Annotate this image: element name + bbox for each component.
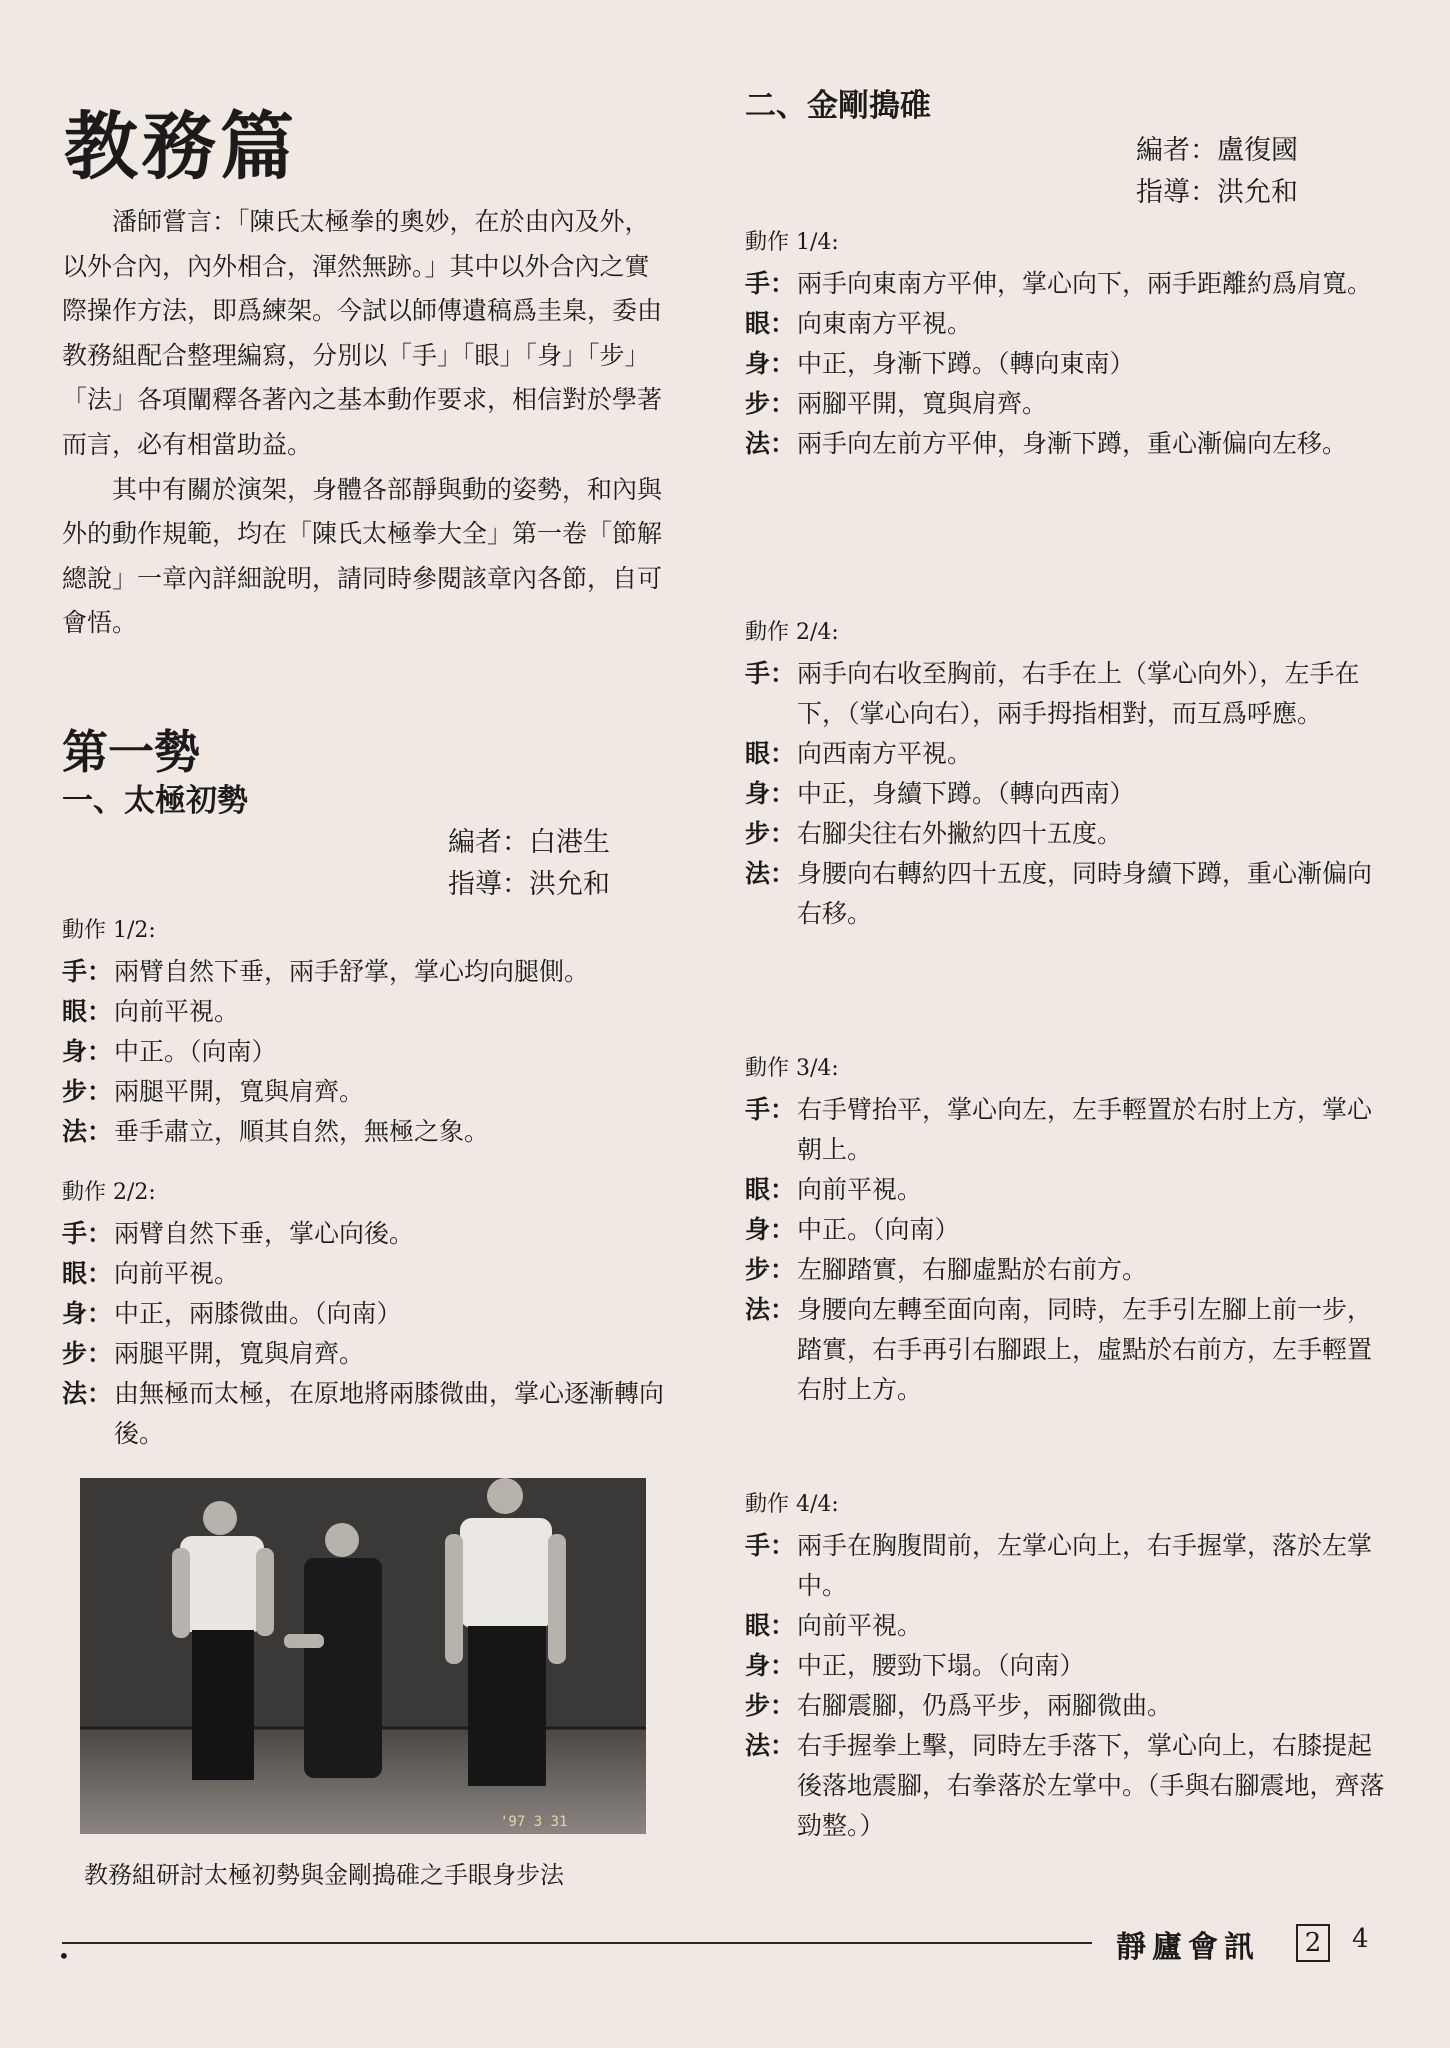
row-value: 右腳尖往右外撇約四十五度。 xyxy=(797,819,1123,848)
row-key: 法： xyxy=(745,429,796,458)
page-title: 教務篇 xyxy=(64,104,298,190)
move-row-body xyxy=(745,1646,1385,1686)
move-label: 動作 3/4: xyxy=(745,1056,839,1081)
row-value: 向前平視。 xyxy=(114,1259,240,1288)
move-row-step xyxy=(745,1250,1385,1290)
row-key: 眼： xyxy=(745,739,796,768)
row-value: 中正，兩膝微曲。（向南） xyxy=(114,1299,402,1328)
row-value: 兩腳平開，寬與肩齊。 xyxy=(797,389,1048,418)
row-value: 右手臂抬平，掌心向左，左手輕置於右肘上方，掌心朝上。 xyxy=(797,1095,1373,1164)
footer-rule xyxy=(62,1942,1092,1944)
row-key: 手： xyxy=(745,269,796,298)
move-row-method xyxy=(745,854,1385,934)
row-value: 右手握拳上擊，同時左手落下，掌心向上，右膝提起後落地震腳，右拳落於左掌中。（手與右腳震地，齊落勁整。） xyxy=(797,1731,1385,1840)
row-key: 手： xyxy=(62,957,113,986)
row-key: 法： xyxy=(745,859,796,888)
row-key: 法： xyxy=(745,1731,796,1760)
intro-text xyxy=(62,200,672,646)
form1-credits xyxy=(448,822,610,906)
row-key: 眼： xyxy=(62,997,113,1026)
row-value: 兩臂自然下垂，兩手舒掌，掌心均向腿側。 xyxy=(114,957,590,986)
form1-guide: 指導：洪允和 xyxy=(448,869,610,900)
footer-dot: • xyxy=(58,1944,70,1968)
row-value: 身腰向左轉至面向南，同時，左手引左腳上前一步，踏實，右手再引右腳跟上，虛點於右前方，左手輕置右肘上方。 xyxy=(797,1295,1373,1404)
row-value: 中正，身續下蹲。（轉向西南） xyxy=(797,779,1135,808)
move-label: 動作 1/2: xyxy=(62,918,156,943)
row-value: 兩臂自然下垂，掌心向後。 xyxy=(114,1219,415,1248)
row-value: 兩手向右收至胸前，右手在上（掌心向外），左手在下，（掌心向右），兩手拇指相對，而互爲呼應。 xyxy=(797,659,1360,728)
row-value: 向東南方平視。 xyxy=(797,309,973,338)
move-row-body xyxy=(745,344,1385,384)
move-row-eye xyxy=(745,304,1385,344)
move-row-step xyxy=(62,1072,682,1112)
move-row-eye xyxy=(62,992,682,1032)
move-row-eye xyxy=(62,1254,682,1294)
row-value: 兩手在胸腹間前，左掌心向上，右手握掌，落於左掌中。 xyxy=(797,1531,1373,1600)
section-title: 第一勢 xyxy=(62,725,200,779)
intro-paragraph-2: 其中有關於演架，身體各部靜與動的姿勢，和內與外的動作規範，均在「陳氏太極拳大全」第一卷「節解總說」一章內詳細說明，請同時參閱該章內各節，自可會悟。 xyxy=(62,474,663,638)
move-row-method xyxy=(745,424,1385,464)
row-value: 兩腿平開，寬與肩齊。 xyxy=(114,1077,365,1106)
form1-move-1 xyxy=(62,916,682,1152)
move-row-method xyxy=(745,1726,1385,1846)
row-key: 身： xyxy=(745,349,796,378)
row-value: 中正。（向南） xyxy=(114,1037,277,1066)
move-row-hand xyxy=(745,264,1385,304)
row-value: 右腳震腳，仍爲平步，兩腳微曲。 xyxy=(797,1691,1173,1720)
move-row-step xyxy=(745,384,1385,424)
photo-caption: 教務組研討太極初勢與金剛搗碓之手眼身步法 xyxy=(84,1861,564,1889)
form1-title: 一、太極初勢 xyxy=(62,783,248,819)
form2-move-1 xyxy=(745,228,1385,464)
row-key: 身： xyxy=(745,1215,796,1244)
row-key: 身： xyxy=(745,779,796,808)
row-value: 中正，腰勁下塌。（向南） xyxy=(797,1651,1085,1680)
row-value: 兩手向左前方平伸，身漸下蹲，重心漸偏向左移。 xyxy=(797,429,1348,458)
row-key: 眼： xyxy=(745,1611,796,1640)
row-key: 身： xyxy=(62,1299,113,1328)
form2-move-2 xyxy=(745,618,1385,934)
move-label: 動作 2/2: xyxy=(62,1180,156,1205)
row-key: 法： xyxy=(62,1117,113,1146)
row-key: 眼： xyxy=(745,309,796,338)
move-row-method xyxy=(62,1374,682,1454)
form2-editor: 編者：盧復國 xyxy=(1136,135,1298,166)
row-key: 法： xyxy=(745,1295,796,1324)
row-key: 手： xyxy=(745,1531,796,1560)
form2-title: 二、金剛搗碓 xyxy=(745,88,931,124)
move-row-body xyxy=(62,1032,682,1072)
form1-editor: 編者：白港生 xyxy=(448,827,610,858)
publication-name: 靜廬會訊 xyxy=(1116,1930,1260,1965)
form2-move-4 xyxy=(745,1490,1385,1846)
row-key: 眼： xyxy=(62,1259,113,1288)
row-key: 手： xyxy=(745,659,796,688)
form2-move-3 xyxy=(745,1054,1385,1410)
move-label: 動作 1/4: xyxy=(745,230,839,255)
row-key: 步： xyxy=(745,1691,796,1720)
page-number: 4 xyxy=(1352,1924,1369,1954)
move-row-method xyxy=(62,1112,682,1152)
row-key: 眼： xyxy=(745,1175,796,1204)
move-row-hand xyxy=(745,1090,1385,1170)
row-value: 中正。（向南） xyxy=(797,1215,960,1244)
row-key: 手： xyxy=(62,1219,113,1248)
row-value: 向前平視。 xyxy=(797,1175,923,1204)
row-value: 兩手向東南方平伸，掌心向下，兩手距離約爲肩寬。 xyxy=(797,269,1373,298)
group-photo xyxy=(80,1478,646,1834)
move-label: 動作 2/4: xyxy=(745,620,839,645)
photo-illustration xyxy=(80,1478,646,1834)
move-row-body xyxy=(745,774,1385,814)
row-value: 身腰向右轉約四十五度，同時身續下蹲，重心漸偏向右移。 xyxy=(797,859,1373,928)
row-value: 兩腿平開，寬與肩齊。 xyxy=(114,1339,365,1368)
move-row-body xyxy=(745,1210,1385,1250)
row-value: 向前平視。 xyxy=(797,1611,923,1640)
form2-guide: 指導：洪允和 xyxy=(1136,177,1298,208)
move-row-step xyxy=(745,814,1385,854)
row-value: 左腳踏實，右腳虛點於右前方。 xyxy=(797,1255,1148,1284)
row-key: 身： xyxy=(62,1037,113,1066)
intro-paragraph-1: 潘師嘗言：「陳氏太極拳的奧妙，在於由內及外，以外合內，內外相合，渾然無跡。」其中以外合內之實際操作方法，即爲練架。今試以師傳遺稿爲圭臬，委由教務組配合整理編寫，分別以「手」「眼」「身」「步」「法」各項闡釋各著內之基本動作要求，相信對於學著而言，必有相當助益。 xyxy=(62,207,663,459)
move-row-hand xyxy=(62,952,682,992)
form1-move-2 xyxy=(62,1178,682,1454)
form2-credits xyxy=(1136,130,1298,214)
move-row-method xyxy=(745,1290,1385,1410)
row-key: 身： xyxy=(745,1651,796,1680)
photo-date-stamp: '97 3 31 xyxy=(500,1814,568,1830)
move-row-hand xyxy=(62,1214,682,1254)
issue-number: 2 xyxy=(1296,1924,1330,1962)
row-value: 中正，身漸下蹲。（轉向東南） xyxy=(797,349,1135,378)
move-row-step xyxy=(745,1686,1385,1726)
move-row-eye xyxy=(745,1606,1385,1646)
row-key: 手： xyxy=(745,1095,796,1124)
move-row-hand xyxy=(745,654,1385,734)
move-row-hand xyxy=(745,1526,1385,1606)
row-key: 法： xyxy=(62,1379,113,1408)
move-row-eye xyxy=(745,734,1385,774)
move-row-step xyxy=(62,1334,682,1374)
row-value: 向前平視。 xyxy=(114,997,240,1026)
row-value: 垂手肅立，順其自然，無極之象。 xyxy=(114,1117,490,1146)
move-label: 動作 4/4: xyxy=(745,1492,839,1517)
row-key: 步： xyxy=(62,1077,113,1106)
row-key: 步： xyxy=(745,819,796,848)
move-row-body xyxy=(62,1294,682,1334)
row-value: 由無極而太極，在原地將兩膝微曲，掌心逐漸轉向後。 xyxy=(114,1379,665,1448)
row-value: 向西南方平視。 xyxy=(797,739,973,768)
row-key: 步： xyxy=(745,389,796,418)
move-row-eye xyxy=(745,1170,1385,1210)
row-key: 步： xyxy=(62,1339,113,1368)
row-key: 步： xyxy=(745,1255,796,1284)
